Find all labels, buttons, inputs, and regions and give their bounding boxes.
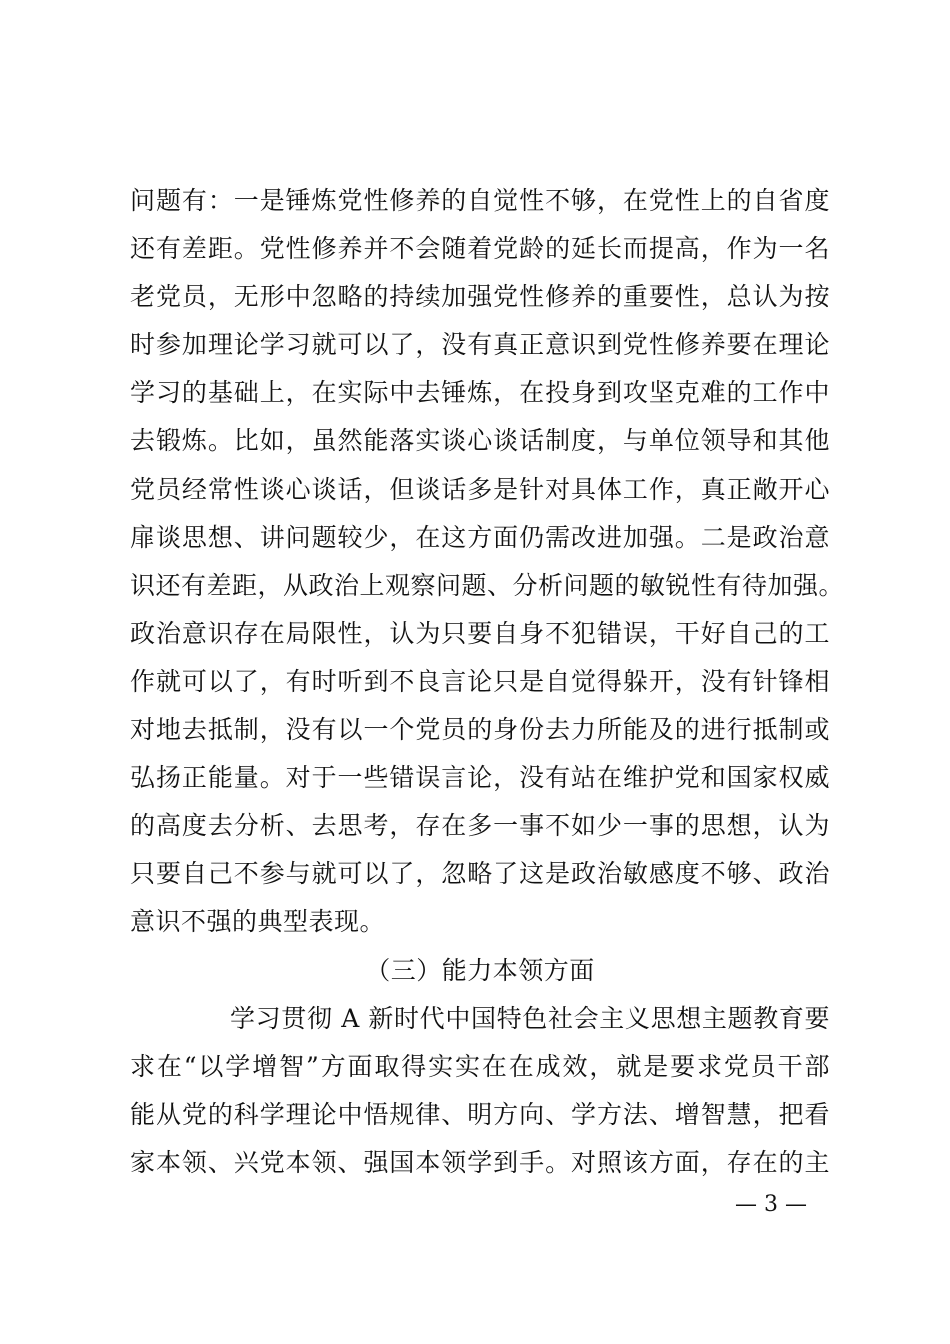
text-line: 政治意识存在局限性，认为只要自身不犯错误，干好自己的工 <box>130 618 830 648</box>
text-line: 去锻炼。比如，虽然能落实谈心谈话制度，与单位领导和其他 <box>130 426 830 456</box>
text-line: 只要自己不参与就可以了，忽略了这是政治敏感度不够、政治 <box>130 859 830 889</box>
text-line: 作就可以了，有时听到不良言论只是自觉得躲开，没有针锋相 <box>130 666 830 696</box>
text-line: 问题有：一是锤炼党性修养的自觉性不够，在党性上的自省度 <box>130 186 830 215</box>
text-line: 意识不强的典型表现。 <box>130 907 386 937</box>
text-line: 老党员，无形中忽略的持续加强党性修养的重要性，总认为按 <box>130 282 830 312</box>
document-body <box>130 177 845 1187</box>
text-line: 扉谈思想、讲问题较少，在这方面仍需改进加强。二是政治意 <box>130 522 830 552</box>
text-line: 党员经常性谈心谈话，但谈话多是针对具体工作，真正敞开心 <box>130 474 830 504</box>
page-number: — 3 — <box>735 1192 807 1217</box>
text-line: 弘扬正能量。对于一些错误言论，没有站在维护党和国家权威 <box>130 763 830 793</box>
text-line: 还有差距。党性修养并不会随着党龄的延长而提高，作为一名 <box>130 234 830 264</box>
text-line: 识还有差距，从政治上观察问题、分析问题的敏锐性有待加强。 <box>130 570 845 600</box>
text-line: 家本领、兴党本领、强国本领学到手。对照该方面，存在的主 <box>130 1147 830 1177</box>
text-line: 能从党的科学理论中悟规律、明方向、学方法、增智慧，把看 <box>130 1099 830 1129</box>
text-line: 学习贯彻 A 新时代中国特色社会主义思想主题教育要 <box>230 1003 830 1033</box>
text-line: 对地去抵制，没有以一个党员的身份去力所能及的进行抵制或 <box>130 715 830 745</box>
text-line: 学习的基础上，在实际中去锤炼，在投身到攻坚克难的工作中 <box>130 378 830 408</box>
text-line: 求在“以学增智”方面取得实实在在成效，就是要求党员干部 <box>130 1051 830 1081</box>
section-heading: （三）能力本领方面 <box>365 955 595 985</box>
text-line: 时参加理论学习就可以了，没有真正意识到党性修养要在理论 <box>130 330 830 360</box>
text-line: 的高度去分析、去思考，存在多一事不如少一事的思想，认为 <box>130 811 830 841</box>
